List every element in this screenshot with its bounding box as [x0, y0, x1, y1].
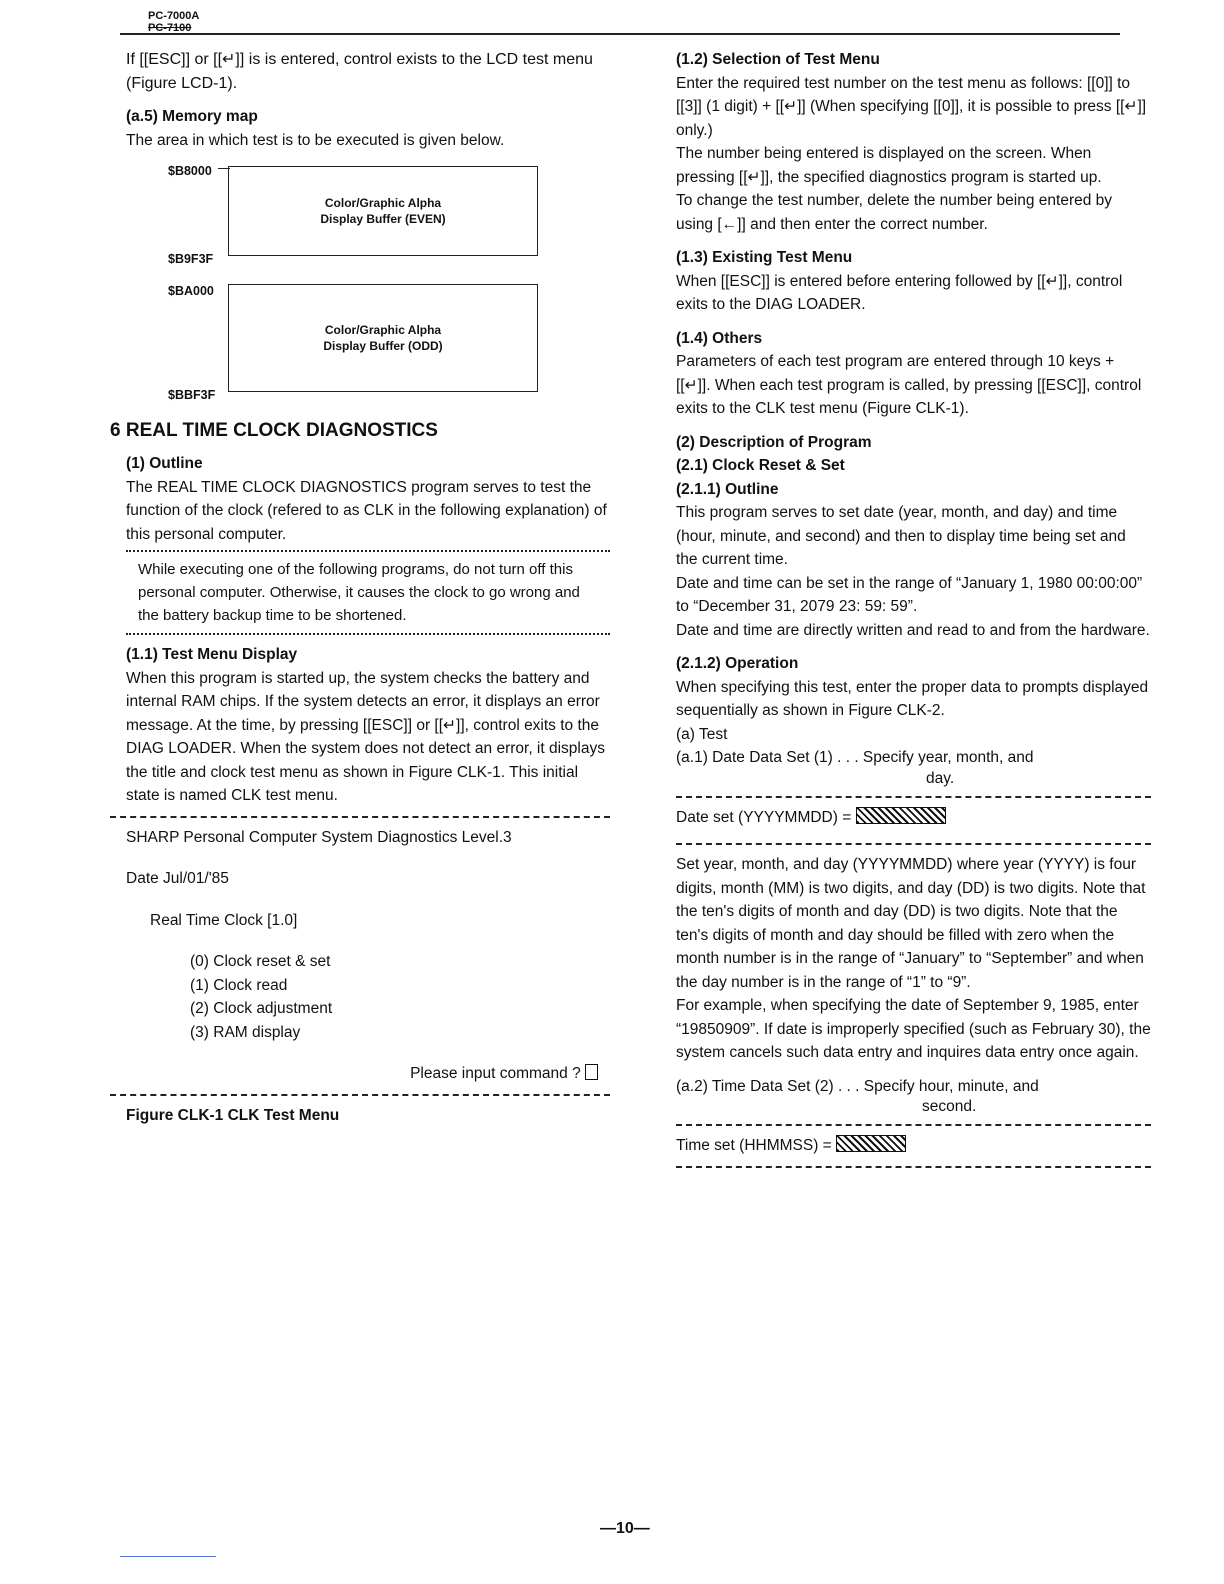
- outline-sub-text-3: Date and time are directly written and read to and from the hardware.: [676, 621, 1150, 639]
- screen-date: Date Jul/01/'85: [126, 870, 229, 887]
- mm-box-odd-line2: Display Buffer (ODD): [323, 339, 443, 353]
- existing-text: When [[ESC]] is entered before entering followed by [[↵]], control exits to the DIAG LOADER.: [676, 272, 1123, 313]
- date-example: For example, when specifying the date of September 9, 1985, enter “19850909”. If date is improperly specified (such as February 30), the system cancels such data entry and inquires data entry once again.: [676, 997, 1151, 1061]
- description-heading: (2) Description of Program: [676, 433, 872, 451]
- selection-text-2: The number being entered is displayed on the screen. When pressing [[↵]], the specified diagnostics program is started up.: [676, 145, 1102, 186]
- menu-item-clock-reset: (0) Clock reset & set: [190, 953, 331, 970]
- screen-prompt-text: Please input command ?: [410, 1065, 585, 1082]
- screen-prompt: [126, 1062, 610, 1086]
- date-explanation: Set year, month, and day (YYYYMMDD) where year (YYYY) is four digits, month (MM) is two digits, and day (DD) is two digits. Note that the ten's digits of month and day (DD) is two digits. Note that the ten's digits of month and day should be filled with zero when the month number is in the range of “January” to “September” and when the day number is in the range of “1” to “9”.: [676, 856, 1146, 991]
- test-menu-heading: (1.1) Test Menu Display: [126, 646, 298, 663]
- time-bottom-rule: [676, 1166, 1151, 1168]
- mm-address-bbf3f: $BBF3F: [168, 388, 216, 402]
- mm-address-b9f3f: $B9F3F: [168, 252, 214, 266]
- others-text: Parameters of each test program are entered through 10 keys + [[↵]]. When each test program is called, by pressing [[ESC]], control exits to the CLK test menu (Figure CLK-1).: [676, 353, 1142, 417]
- page-number: —10—: [600, 1520, 650, 1537]
- warning-box: [126, 550, 610, 635]
- screen-top-rule: [110, 816, 610, 818]
- existing-heading: (1.3) Existing Test Menu: [676, 249, 853, 266]
- header-model: [148, 10, 199, 34]
- figure-caption: Figure CLK-1 CLK Test Menu: [126, 1106, 340, 1124]
- screen-title: SHARP Personal Computer System Diagnostics Level.3: [126, 828, 512, 846]
- time-data-set-label: (a.2) Time Data Set (2) . . . Specify hour, minute, and: [676, 1077, 1039, 1095]
- mm-box-even: [228, 166, 538, 256]
- date-prompt: Date set (YYYYMMDD) =: [676, 808, 856, 826]
- clock-reset-heading: (2.1) Clock Reset & Set: [676, 457, 845, 474]
- right-column: [676, 48, 1151, 1176]
- time-prompt-line: [676, 1134, 1151, 1158]
- date-entry-field: [856, 807, 946, 824]
- header-rule: [120, 33, 1120, 35]
- menu-item-clock-adjust: (2) Clock adjustment: [190, 1000, 333, 1017]
- test-label: (a) Test: [676, 725, 728, 743]
- menu-item-ram-display: (3) RAM display: [190, 1023, 301, 1041]
- mm-box-odd: [228, 284, 538, 392]
- outline-text: The REAL TIME CLOCK DIAGNOSTICS program serves to test the function of the clock (refered to as CLK in the following explanation) of this personal computer.: [126, 478, 607, 543]
- cursor-icon: [585, 1064, 598, 1080]
- mm-box-odd-line1: Color/Graphic Alpha: [324, 323, 442, 337]
- screen-bottom-rule: [110, 1094, 610, 1096]
- menu-item-clock-read: (1) Clock read: [190, 976, 288, 994]
- mm-address-ba000: $BA000: [168, 284, 214, 298]
- header-model-line2: PC-7100: [148, 22, 192, 34]
- date-data-set-label: (a.1) Date Data Set (1) . . . Specify year, month, and: [676, 749, 1034, 766]
- date-data-set-cont: day.: [926, 769, 955, 787]
- outline-sub-text-2: Date and time can be set in the range of “January 1, 1980 00:00:00” to “December 31, 2079 23: 59: 59”.: [676, 574, 1143, 615]
- time-entry-field: [836, 1135, 906, 1152]
- outline-heading: (1) Outline: [126, 455, 203, 472]
- memory-map-diagram: [110, 156, 610, 406]
- mm-address-b8000: $B8000: [168, 164, 212, 178]
- section-title: 6 REAL TIME CLOCK DIAGNOSTICS: [110, 420, 438, 441]
- mm-box-even-line1: Color/Graphic Alpha: [324, 196, 442, 210]
- left-column: [110, 48, 610, 1127]
- outline-sub-heading: (2.1.1) Outline: [676, 480, 779, 498]
- time-prompt: Time set (HHMMSS) =: [676, 1137, 837, 1154]
- memory-map-text: The area in which test is to be executed is given below.: [126, 131, 505, 149]
- time-top-rule: [676, 1124, 1151, 1126]
- date-bottom-rule: [676, 843, 1151, 845]
- warning-text: While executing one of the following programs, do not turn off this personal computer. Otherwise, it causes the clock to go wrong and the battery backup time to be shortened.: [138, 561, 580, 624]
- test-menu-text: When this program is started up, the system checks the battery and internal RAM chips. If the system detects an error, it displays an error message. At the time, by pressing [[ESC]] or [[↵]], control exits to the DIAG LOADER. When the system does not detect an error, it displays the title and clock test menu as shown in Figure CLK-1. This initial state is named CLK test menu.: [126, 669, 605, 804]
- operation-text: When specifying this test, enter the proper data to prompts displayed sequentially as shown in Figure CLK-2.: [676, 678, 1149, 719]
- operation-heading: (2.1.2) Operation: [676, 655, 799, 672]
- selection-text-1: Enter the required test number on the test menu as follows: [[0]] to [[3]] (1 digit) + [[↵]] (When specifying [[0]], it is possible to press [[↵]] only.): [676, 74, 1147, 139]
- date-prompt-line: [676, 806, 1151, 830]
- date-top-rule: [676, 796, 1151, 798]
- screen-rtc-version: Real Time Clock [1.0]: [150, 911, 298, 929]
- screen-menu-list: [126, 950, 610, 1044]
- header-model-line1: PC-7000A: [148, 10, 200, 22]
- clk-screen: [110, 826, 610, 1086]
- others-heading: (1.4) Others: [676, 329, 763, 347]
- memory-map-heading: (a.5) Memory map: [126, 108, 258, 125]
- outline-sub-text-1: This program serves to set date (year, month, and day) and time (hour, minute, and second) and then to display time being set and the current time.: [676, 504, 1126, 568]
- selection-heading: (1.2) Selection of Test Menu: [676, 51, 880, 68]
- time-data-set-cont: second.: [922, 1098, 977, 1115]
- selection-text-3: To change the test number, delete the number being entered by using [←]] and then enter the correct number.: [676, 192, 1113, 233]
- footer-link-line: [120, 1556, 216, 1557]
- lcd-intro-text: If [[ESC]] or [[↵]] is is entered, control exists to the LCD test menu (Figure LCD-1).: [126, 51, 593, 92]
- mm-box-even-line2: Display Buffer (EVEN): [320, 212, 446, 226]
